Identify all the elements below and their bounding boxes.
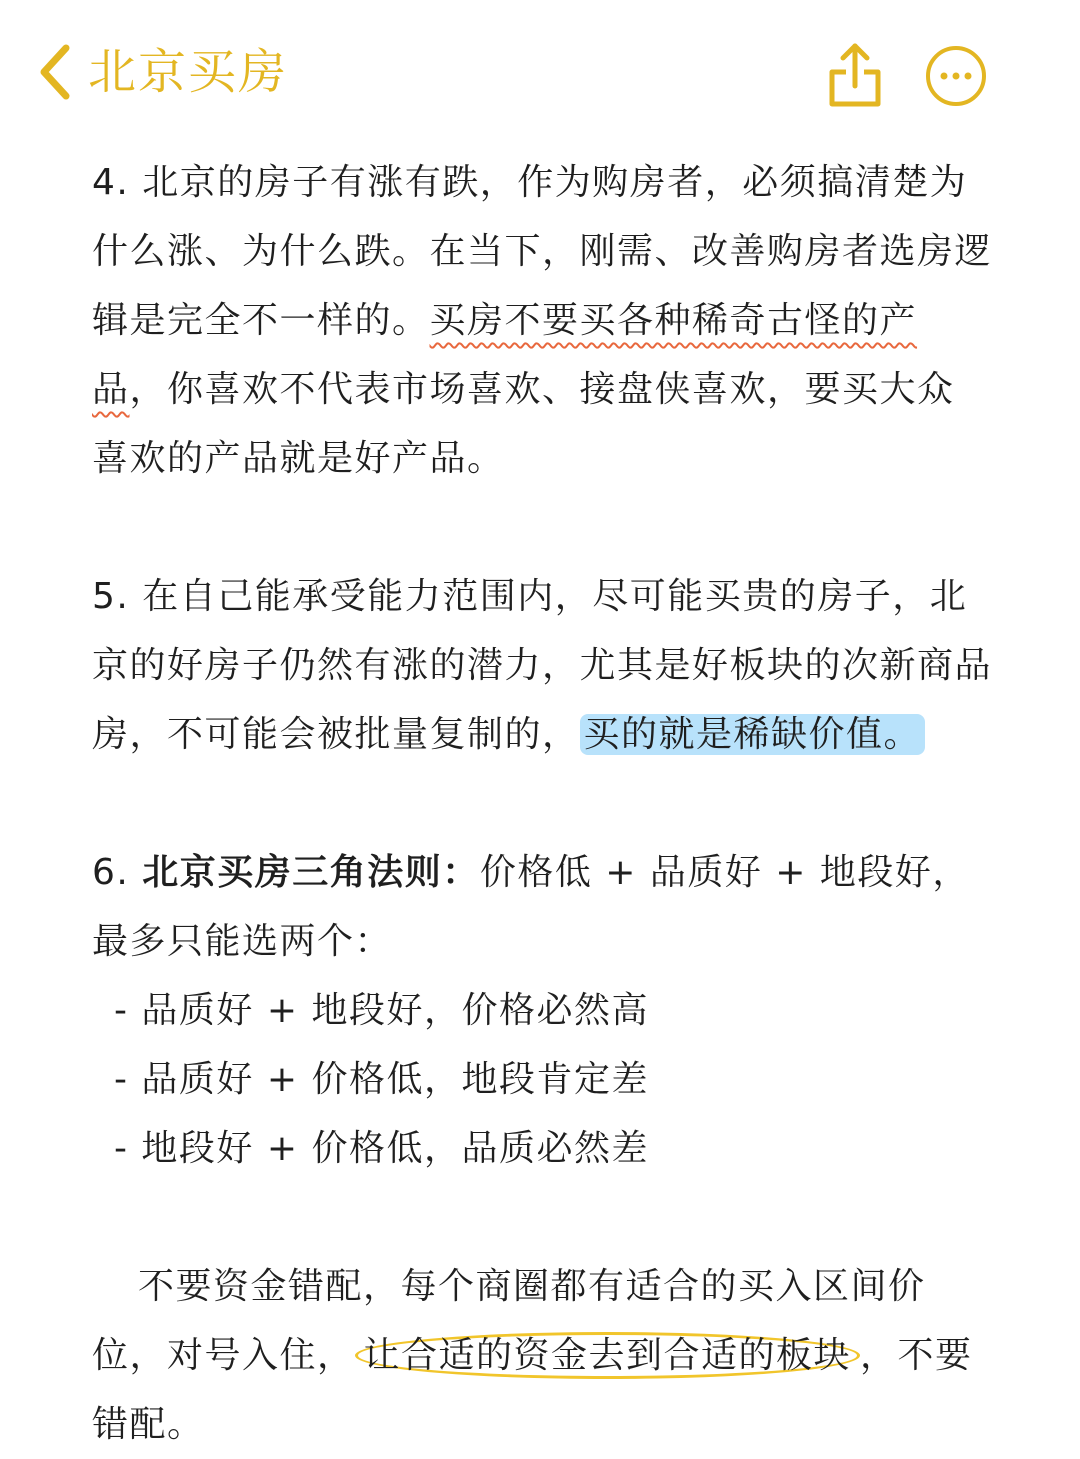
chevron-left-icon bbox=[36, 42, 74, 102]
paragraph-6 bbox=[92, 838, 992, 976]
paragraph-5 bbox=[92, 562, 992, 769]
top-nav-bar bbox=[0, 0, 1080, 140]
spacer bbox=[92, 1183, 992, 1252]
spacer bbox=[92, 493, 992, 562]
paragraph-6-text: 价格低 + 品质好 + 地段好，最多只能选两个： bbox=[92, 852, 970, 962]
paragraph-4-text-a: 4. 北京的房子有涨有跌，作为购房者，必须搞清楚为什么涨、为什么跌。在当下，刚需、改善购房者选房逻辑是完全不一样的。 bbox=[92, 162, 993, 341]
paragraph-7-text-b: ，不要错配。 bbox=[92, 1335, 973, 1445]
paragraph-7-text-a: 不要资金错配，每个商圈都有适合的买入区间价位，对号入住， bbox=[92, 1266, 926, 1376]
paragraph-7 bbox=[92, 1252, 992, 1459]
paragraph-4 bbox=[92, 148, 992, 493]
share-button[interactable] bbox=[826, 40, 886, 110]
back-button[interactable] bbox=[36, 40, 288, 104]
paragraph-6-number: 6. bbox=[92, 852, 143, 893]
paragraph-6-bold-heading: 北京买房三角法则： bbox=[142, 852, 480, 893]
list-item: - 地段好 + 价格低，品质必然差 bbox=[114, 1128, 649, 1169]
highlighted-text: 买的就是稀缺价值。 bbox=[580, 714, 926, 755]
circled-text: 让合适的资金去到合适的板块 bbox=[355, 1332, 861, 1379]
paragraph-5-text-a: 5. 在自己能承受能力范围内，尽可能买贵的房子，北京的好房子仍然有涨的潜力，尤其是好板块的次新商品房，不可能会被批量复制的， bbox=[92, 576, 993, 755]
more-icon bbox=[924, 44, 988, 108]
list-item: - 品质好 + 价格低，地段肯定差 bbox=[114, 1059, 649, 1100]
page-title: 北京买房 bbox=[88, 44, 289, 100]
article-body bbox=[92, 148, 992, 1459]
more-button[interactable] bbox=[924, 44, 988, 108]
list-item: - 品质好 + 地段好，价格必然高 bbox=[114, 990, 649, 1031]
paragraph-4-text-b: ，你喜欢不代表市场喜欢、接盘侠喜欢，要买大众喜欢的产品就是好产品。 bbox=[92, 369, 955, 479]
wavy-underlined-text: 买房不要买各种稀奇古怪的产品 bbox=[92, 300, 918, 410]
share-icon bbox=[826, 40, 886, 110]
spacer bbox=[92, 769, 992, 838]
